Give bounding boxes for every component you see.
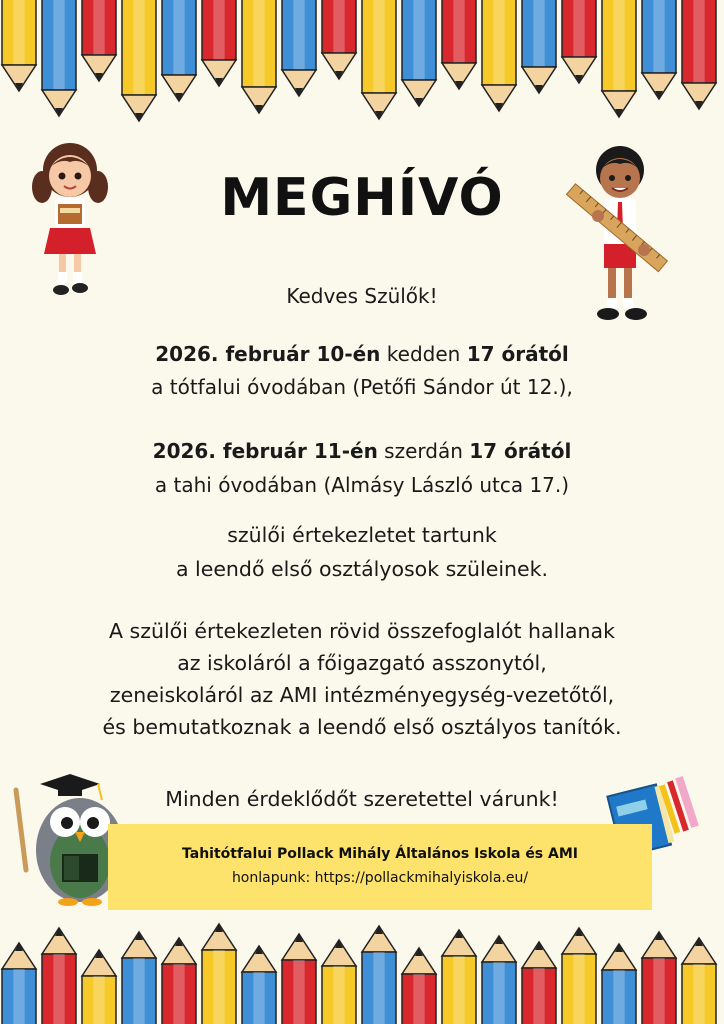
purpose-line-2: a leendő első osztályosok szüleinek. xyxy=(175,557,549,581)
pencil-t12 xyxy=(482,0,516,111)
pencil-t2 xyxy=(82,0,116,81)
meeting-1-time: 17 órától xyxy=(466,342,569,366)
pencil-b6 xyxy=(242,946,276,1024)
pencil-t4 xyxy=(162,0,196,101)
pencil-b11 xyxy=(442,930,476,1024)
pencil-t8 xyxy=(322,0,356,79)
pencil-b12 xyxy=(482,936,516,1024)
school-name: Tahitótfalui Pollack Mihály Általános Iskola és AMI xyxy=(182,846,578,862)
pencil-b13 xyxy=(522,942,556,1024)
meeting-2-time: 17 órától xyxy=(469,439,572,463)
pencils-top-illustration xyxy=(0,0,724,135)
pencil-b9 xyxy=(362,926,396,1024)
pencil-b16 xyxy=(642,932,676,1024)
pencil-t17 xyxy=(682,0,716,109)
pencil-t1 xyxy=(42,0,76,116)
meeting-2-date: 2026. február 11-én xyxy=(152,439,378,463)
purpose-line-1: szülői értekezletet tartunk xyxy=(227,523,497,547)
details-line-3: zeneiskoláról az AMI intézményegység-vezetőtől, xyxy=(109,683,615,707)
pencil-b14 xyxy=(562,928,596,1024)
pencil-t10 xyxy=(402,0,436,106)
pencil-t0 xyxy=(2,0,36,91)
pencil-b15 xyxy=(602,944,636,1024)
pencil-t7 xyxy=(282,0,316,96)
pencil-t3 xyxy=(122,0,156,121)
pencil-b5 xyxy=(202,924,236,1024)
pencil-b4 xyxy=(162,938,196,1024)
pencil-b7 xyxy=(282,934,316,1024)
meeting-2-day: szerdán xyxy=(377,439,470,463)
meeting-1-day: kedden xyxy=(380,342,467,366)
meeting-2-location: a tahi óvodában (Almásy László utca 17.) xyxy=(154,473,570,497)
pencil-t13 xyxy=(522,0,556,93)
meeting-1-location: a tótfalui óvodában (Petőfi Sándor út 12.), xyxy=(151,375,573,399)
pencil-b1 xyxy=(42,928,76,1024)
pencils-bottom-illustration xyxy=(0,914,724,1024)
pencil-t16 xyxy=(642,0,676,99)
details-line-4: és bemutatkoznak a leendő első osztályos tanítók. xyxy=(102,715,622,739)
pencil-b17 xyxy=(682,938,716,1024)
details-line-2: az iskoláról a főigazgató asszonytól, xyxy=(177,651,547,675)
details-line-1: A szülői értekezleten rövid összefoglalót hallanak xyxy=(108,619,615,643)
pencil-t14 xyxy=(562,0,596,83)
meeting-1-date: 2026. február 10-én xyxy=(155,342,381,366)
pencil-t15 xyxy=(602,0,636,117)
pencil-t5 xyxy=(202,0,236,86)
school-banner xyxy=(108,824,652,910)
meeting-1-line xyxy=(20,340,704,368)
pencil-b8 xyxy=(322,940,356,1024)
pencil-t6 xyxy=(242,0,276,113)
pencils-border-bottom xyxy=(0,914,724,1024)
pencils-border-top xyxy=(0,0,724,135)
pencil-b10 xyxy=(402,948,436,1024)
pencil-b2 xyxy=(82,950,116,1024)
meeting-2-line xyxy=(20,437,704,465)
pencil-b0 xyxy=(2,943,36,1024)
pencil-b3 xyxy=(122,932,156,1024)
page-title: MEGHÍVÓ xyxy=(220,168,504,228)
greeting: Kedves Szülők! xyxy=(286,284,438,308)
pencil-t11 xyxy=(442,0,476,89)
pencil-t9 xyxy=(362,0,396,119)
school-website[interactable]: honlapunk: https://pollackmihalyiskola.eu/ xyxy=(231,870,529,886)
closing-text: Minden érdeklődőt szeretettel várunk! xyxy=(165,787,559,811)
